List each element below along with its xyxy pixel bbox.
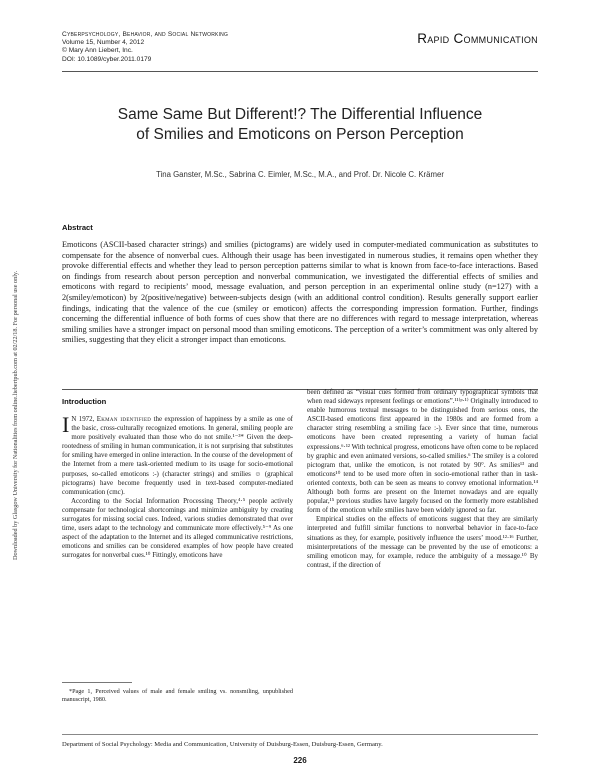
footnote: [62, 688, 293, 704]
header-rule: [62, 71, 538, 72]
intro-paragraph-1-text: the expression of happiness by a smile as one of the basic, cross-culturally recognized emotions. In general, smiling people are more positively evaluated than those who do not smile.¹⁻³* Given the deep-rootedness of smiling in human communication, it is not surprising that substitutes for smiling have emerged in online interaction. In the course of the development of the Internet from a mere task-oriented medium to its usage for socio-emotional purposes, so-called emoticons :-) (character strings) and smilies ☺ (graphical pictograms) have become frequently used in text-based computer-mediated communication (cmc).: [62, 415, 293, 496]
introduction-heading: Introduction: [62, 397, 107, 406]
intro-author-lead: Ekman identified: [96, 415, 152, 423]
title-line-1: Same Same But Different!? The Differential Influence: [117, 106, 483, 123]
author-list: Tina Ganster, M.Sc., Sabrina C. Eimler, M.Sc., M.A., and Prof. Dr. Nicole C. Krämer: [156, 170, 444, 179]
intro-lead: N 1972,: [71, 415, 97, 423]
abstract-body: [62, 240, 538, 346]
affiliation: Department of Social Psychology: Media and Communication, University of Duisburg-Essen, Duisburg-Essen, Germany.: [62, 741, 383, 748]
intro-paragraph-1: [62, 412, 293, 497]
left-column: [62, 412, 293, 561]
journal-name: Cyberpsychology, Behavior, and Social Networking: [62, 31, 229, 38]
footnote-text: *Page 1, Perceived values of male and female smiling vs. nonsmiling, unpublished manuscript, 1980.: [62, 688, 293, 703]
right-column: [307, 388, 538, 570]
download-watermark: Downloaded by Glasgow University for Nationalities from online.liebertpub.com at 02/22/18. For personal use only.: [12, 270, 19, 560]
footnote-rule: [62, 682, 132, 683]
right-paragraph-1: been defined as “visual cues formed from ordinary typographical symbols that when read sideways represent feelings or emotions”.¹¹⁽ᵖ·¹⁾ Originally introduced to enable humorous textual messages to be distinguished from serious ones, the ASCII-based emoticons first appeared in the 1980s and are formed from a character string resembling a smiling face :-). Ever since that time, numerous emoticons have been created representing a variety of human facial expressions.⁶·¹² With technical progress, emoticons have often come to be replaced by graphic and even animated versions, so-called smilies.⁶ The smiley is a colored pictogram that, unlike the emoticon, is not rotated by 90°. As smilies¹³ and emoticons¹⁰ tend to be used more often in socio-emotional rather than in task-oriented contexts, both can be seen as means to convey emotional information.¹⁴ Although both forms are present on the Internet nowadays and are equally popular,¹⁵ previous studies have largely focused on the formerly more established form of the emoticon while smilies have been widely ignored so far.: [307, 388, 538, 515]
title-line-2: of Smilies and Emoticons on Person Perception: [136, 125, 464, 143]
intro-paragraph-2: According to the Social Information Processing Theory,⁴·⁵ people actively compensate for technological shortcomings and minimize ambiguity by creating surrogates for missing social cues. Indeed, various studies demonstrated that over time, users adapt to the technology and communicate more effectively.⁵⁻⁹ As one aspect of the adaptation to the Internet and its alleged communicative restrictions, emoticons and smilies can be considered examples of how people have created surrogates for nonverbal cues.¹⁰ Fittingly, emoticons have: [62, 496, 293, 560]
article-title: [60, 105, 540, 144]
right-paragraph-2: Empirical studies on the effects of emoticons suggest that they are similarly interpreted and fulfill similar functions to nonverbal behavior in face-to-face situations as they, for example, positively influence the users’ mood.¹²·¹⁶ Further, misinterpretations of the message can be prevented by the use of emoticons: a smiling emoticon may, for example, reduce the ambiguity of a message.¹⁰ By contrast, if the direction of: [307, 515, 538, 569]
journal-doi: DOI: 10.1089/cyber.2011.0179: [62, 55, 152, 63]
page-number: 226: [293, 756, 307, 765]
footer-rule: [62, 734, 538, 735]
journal-header: [62, 31, 228, 64]
drop-cap: I: [62, 412, 70, 437]
journal-copyright: © Mary Ann Liebert, Inc.: [62, 47, 133, 55]
abstract-text: Emoticons (ASCII-based character strings) and smilies (pictograms) are widely used in computer-mediated communication as substitutes to compensate for the absence of nonverbal cues. Although their usage has been investigated in numerous studies, it remains open whether they provoke differential effects and whether they lead to person perception patterns similar to what is known from face-to-face interactions. Based on findings from research about person perception and nonverbal communication, we investigated the differential effects of smilies and emoticons with regard to recipients’ mood, message evaluation, and person perception in an experimental online study (n=127) with a 2(smiley/emoticon) by 2(positive/negative) between-subjects design (with an additional control condition). Results generally support earlier findings, indicating that the valence of the cue (smiley or emoticon) affects the corresponding impression formation. Further, findings concerning the differential influence of both forms of cues show that there are no differences with regard to message interpretation, whereas smiling smilies have a stronger impact on personal mood than smiling emoticons. The perception of a writer’s commitment was only altered by smilies, suggesting that they elicit a stronger impact than emoticons.: [62, 240, 538, 345]
abstract-heading: Abstract: [62, 223, 93, 232]
section-label: Rapid Communication: [417, 31, 538, 46]
journal-volume: Volume 15, Number 4, 2012: [62, 39, 145, 47]
